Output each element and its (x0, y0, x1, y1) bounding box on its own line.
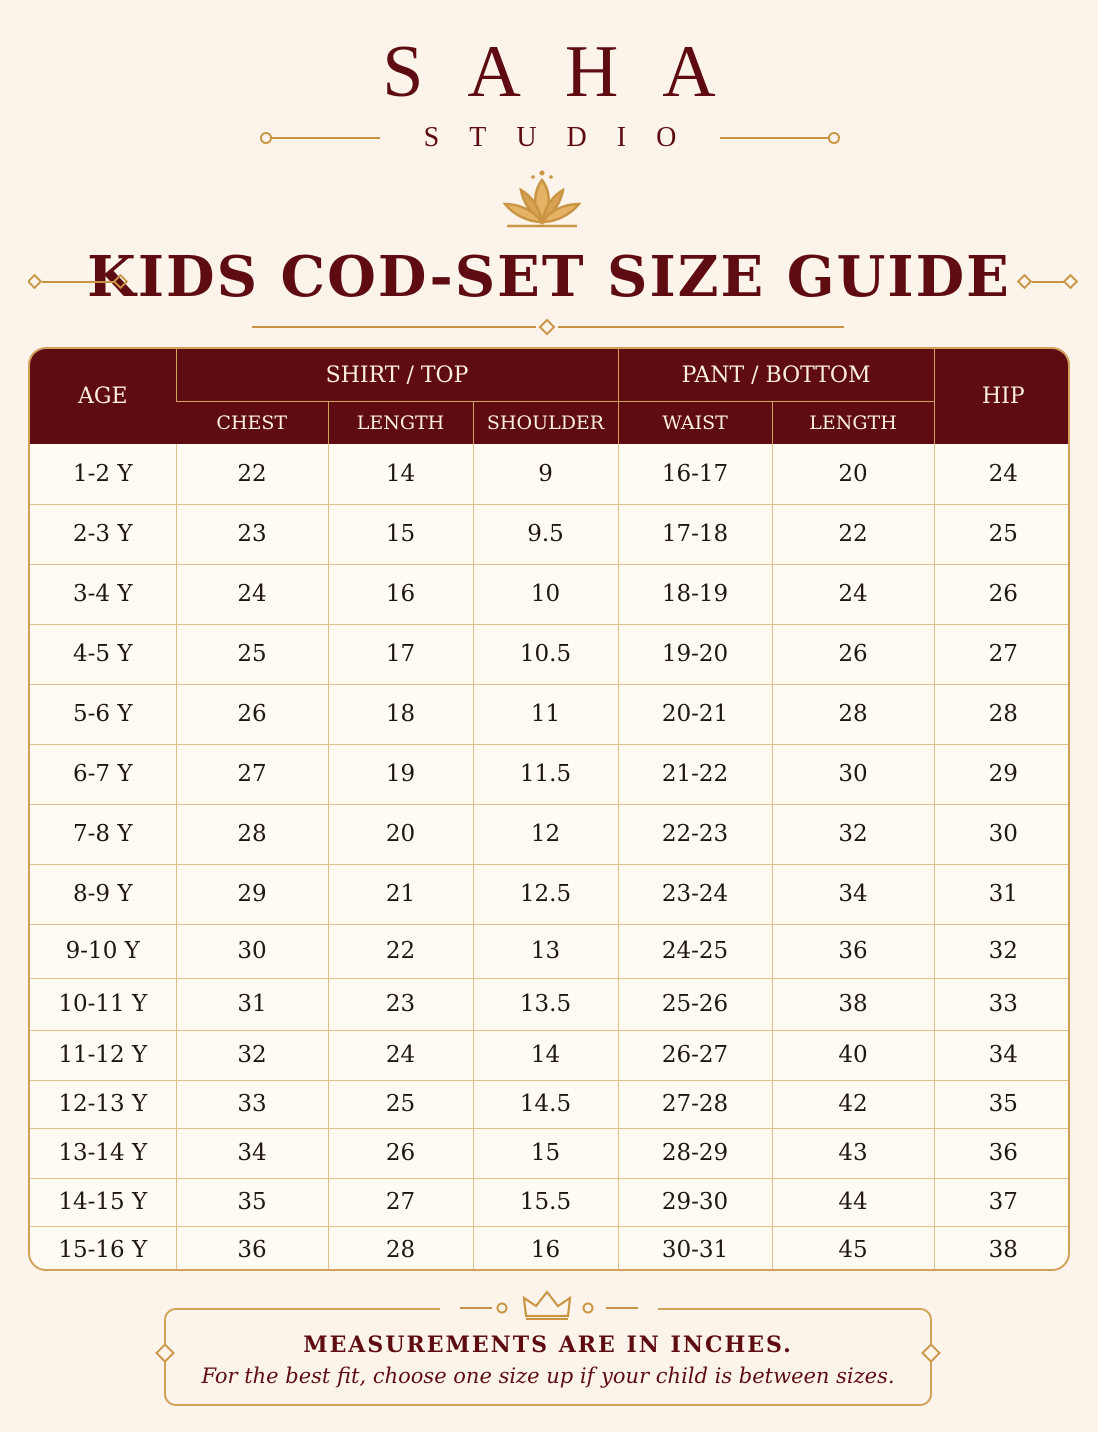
cell-age: 12-13 Y (30, 1080, 176, 1128)
cell-bottom-length: 44 (772, 1178, 934, 1226)
size-table (28, 347, 1070, 1271)
cell-chest: 32 (176, 1030, 328, 1080)
cell-shoulder: 9 (473, 444, 618, 504)
cell-bottom-length: 22 (772, 504, 934, 564)
cell-chest: 33 (176, 1080, 328, 1128)
cell-shoulder: 14 (473, 1030, 618, 1080)
cell-shoulder: 15 (473, 1128, 618, 1178)
cell-chest: 22 (176, 444, 328, 504)
brand-name: SAHA (382, 31, 760, 113)
table-row (30, 684, 1070, 744)
cell-shoulder: 9.5 (473, 504, 618, 564)
cell-bottom-length: 42 (772, 1080, 934, 1128)
cell-bottom-length: 26 (772, 624, 934, 684)
cell-chest: 34 (176, 1128, 328, 1178)
table-row (30, 744, 1070, 804)
cell-bottom-length: 40 (772, 1030, 934, 1080)
cell-chest: 31 (176, 978, 328, 1030)
cell-shoulder: 11.5 (473, 744, 618, 804)
cell-age: 15-16 Y (30, 1226, 176, 1271)
table-row (30, 564, 1070, 624)
lotus-icon (497, 170, 587, 232)
cell-age: 9-10 Y (30, 924, 176, 978)
cell-waist: 30-31 (618, 1226, 772, 1271)
cell-hip: 25 (934, 504, 1070, 564)
cell-bottom-length: 24 (772, 564, 934, 624)
cell-waist: 22-23 (618, 804, 772, 864)
cell-hip: 33 (934, 978, 1070, 1030)
cell-chest: 28 (176, 804, 328, 864)
cell-top-length: 18 (328, 684, 473, 744)
cell-top-length: 14 (328, 444, 473, 504)
left-ornament (28, 272, 132, 292)
cell-top-length: 19 (328, 744, 473, 804)
cell-hip: 38 (934, 1226, 1070, 1271)
right-ornament (1016, 272, 1080, 292)
table-row (30, 444, 1070, 504)
cell-top-length: 26 (328, 1128, 473, 1178)
cell-hip: 26 (934, 564, 1070, 624)
cell-waist: 20-21 (618, 684, 772, 744)
cell-age: 11-12 Y (30, 1030, 176, 1080)
cell-shoulder: 10.5 (473, 624, 618, 684)
cell-age: 5-6 Y (30, 684, 176, 744)
table-row (30, 804, 1070, 864)
cell-age: 3-4 Y (30, 564, 176, 624)
cell-chest: 36 (176, 1226, 328, 1271)
cell-top-length: 25 (328, 1080, 473, 1128)
page-title: KIDS COD-SET SIZE GUIDE (87, 244, 1011, 310)
header-shirt-top: SHIRT / TOP (176, 349, 618, 402)
cell-age: 13-14 Y (30, 1128, 176, 1178)
header-hip: HIP (934, 349, 1070, 444)
cell-chest: 25 (176, 624, 328, 684)
cell-shoulder: 12.5 (473, 864, 618, 924)
cell-age: 1-2 Y (72, 460, 133, 487)
cell-chest: 23 (176, 504, 328, 564)
table-row (30, 924, 1070, 978)
cell-top-length: 22 (328, 924, 473, 978)
header-age: AGE (30, 349, 176, 444)
cell-waist: 17-18 (618, 504, 772, 564)
table-row (30, 864, 1070, 924)
cell-top-length: 28 (328, 1226, 473, 1271)
cell-waist: 19-20 (618, 624, 772, 684)
header-shoulder: SHOULDER (473, 402, 618, 445)
cell-age: 8-9 Y (30, 864, 176, 924)
cell-bottom-length: 20 (772, 444, 934, 504)
cell-hip: 30 (934, 804, 1070, 864)
cell-shoulder: 16 (473, 1226, 618, 1271)
cell-age: 2-3 Y (30, 504, 176, 564)
cell-top-length: 15 (328, 504, 473, 564)
cell-shoulder: 13.5 (473, 978, 618, 1030)
table-row (30, 504, 1070, 564)
cell-waist: 28-29 (618, 1128, 772, 1178)
cell-top-length: 23 (328, 978, 473, 1030)
header-pant-bottom: PANT / BOTTOM (618, 349, 934, 402)
cell-hip: 34 (934, 1030, 1070, 1080)
cell-hip: 32 (934, 924, 1070, 978)
cell-shoulder: 10 (473, 564, 618, 624)
table-row (30, 1128, 1070, 1178)
cell-bottom-length: 34 (772, 864, 934, 924)
cell-shoulder: 13 (473, 924, 618, 978)
cell-chest: 29 (176, 864, 328, 924)
table-row (30, 624, 1070, 684)
table-row (30, 1080, 1070, 1128)
cell-top-length: 21 (328, 864, 473, 924)
divider (720, 137, 830, 139)
cell-hip: 35 (934, 1080, 1070, 1128)
table-row (30, 978, 1070, 1030)
cell-chest: 27 (176, 744, 328, 804)
cell-waist: 25-26 (618, 978, 772, 1030)
cell-age: 6-7 Y (30, 744, 176, 804)
cell-shoulder: 11 (473, 684, 618, 744)
cell-chest: 35 (176, 1178, 328, 1226)
cell-hip: 37 (934, 1178, 1070, 1226)
cell-age: 14-15 Y (30, 1178, 176, 1226)
header-bottom-length: LENGTH (772, 402, 934, 445)
title-underline (252, 318, 844, 336)
cell-top-length: 16 (328, 564, 473, 624)
header-top-length: LENGTH (328, 402, 473, 445)
cell-top-length: 24 (328, 1030, 473, 1080)
cell-hip: 36 (934, 1128, 1070, 1178)
cell-shoulder: 14.5 (473, 1080, 618, 1128)
cell-chest: 24 (176, 564, 328, 624)
cell-shoulder: 12 (473, 804, 618, 864)
cell-chest: 26 (176, 684, 328, 744)
cell-age: 4-5 Y (30, 624, 176, 684)
cell-bottom-length: 28 (772, 684, 934, 744)
title-row (0, 244, 1098, 320)
header-chest: CHEST (176, 402, 328, 445)
cell-age: 10-11 Y (30, 978, 176, 1030)
cell-hip: 24 (934, 444, 1070, 504)
divider (270, 137, 380, 139)
cell-hip: 28 (934, 684, 1070, 744)
cell-hip: 27 (934, 624, 1070, 684)
cell-waist: 16-17 (618, 444, 772, 504)
header-waist: WAIST (618, 402, 772, 445)
table-row (30, 1226, 1070, 1271)
cell-waist: 27-28 (618, 1080, 772, 1128)
table-row (30, 1030, 1070, 1080)
cell-top-length: 17 (328, 624, 473, 684)
cell-age: 7-8 Y (30, 804, 176, 864)
brand-subtitle-row (270, 120, 830, 156)
crown-icon (440, 1286, 658, 1326)
cell-bottom-length: 45 (772, 1226, 934, 1271)
cell-chest: 30 (176, 924, 328, 978)
cell-waist: 23-24 (618, 864, 772, 924)
table-row (30, 1178, 1070, 1226)
cell-bottom-length: 43 (772, 1128, 934, 1178)
cell-waist: 29-30 (618, 1178, 772, 1226)
brand-subtitle: STUDIO (423, 122, 707, 153)
cell-shoulder: 15.5 (473, 1178, 618, 1226)
cell-bottom-length: 36 (772, 924, 934, 978)
cell-waist: 21-22 (618, 744, 772, 804)
cell-waist: 24-25 (618, 924, 772, 978)
cell-waist: 18-19 (618, 564, 772, 624)
cell-waist: 26-27 (618, 1030, 772, 1080)
note-main: MEASUREMENTS ARE IN INCHES. (303, 1332, 793, 1358)
note-sub: For the best fit, choose one size up if your child is between sizes. (201, 1364, 895, 1388)
cell-bottom-length: 38 (772, 978, 934, 1030)
cell-top-length: 27 (328, 1178, 473, 1226)
cell-hip: 31 (934, 864, 1070, 924)
cell-hip: 29 (934, 744, 1070, 804)
cell-top-length: 20 (328, 804, 473, 864)
cell-bottom-length: 30 (772, 744, 934, 804)
cell-bottom-length: 32 (772, 804, 934, 864)
